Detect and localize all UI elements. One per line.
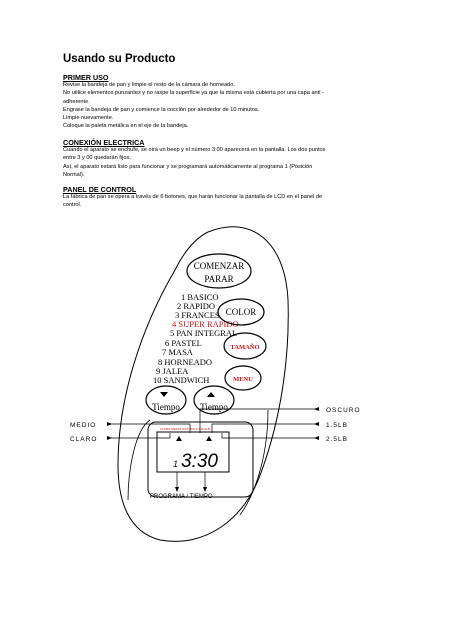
- label-1-5lb: 1.5LB: [326, 422, 348, 429]
- label-2-5lb: 2.5LB: [326, 436, 348, 443]
- arrowhead: [203, 487, 207, 492]
- text-line: No utilice elementos punzantes y no raspe la superficie ya que la misma está cubierta por una capa anti -: [63, 90, 324, 97]
- heading-conexion-electrica: CONEXIÓN ELECTRICA: [63, 138, 145, 147]
- arrowhead: [314, 407, 319, 411]
- label-medio: MEDIO: [70, 422, 97, 429]
- text-line: control.: [63, 202, 82, 209]
- heading-panel-de-control: PANEL DE CONTROL: [63, 185, 137, 194]
- text-line: Cuando el aparato se enchufe, se oirá un beep y el número 3:00 aparecerá en la pantalla. Los dos puntos: [63, 147, 326, 153]
- program-item: 2 RAPIDO: [177, 301, 216, 311]
- text-line: Normal).: [63, 171, 85, 178]
- label-oscuro: OSCURO: [326, 407, 361, 414]
- time-up-label: Tiempo: [200, 402, 228, 412]
- leader-lines: [110, 409, 316, 490]
- lcd-time: 3:30: [181, 451, 218, 472]
- program-item: 9 JALEA: [156, 366, 189, 376]
- panel-inner-outline: [128, 420, 150, 500]
- arrow-up-icon: [207, 392, 215, 397]
- text-line: Así, el aparato estará listo para funcionar y se programará automáticamente al programa 1 (Posición: [63, 163, 313, 170]
- text-line: adherente.: [63, 98, 90, 105]
- program-item: 7 MASA: [162, 347, 193, 357]
- menu-label: MENU: [233, 376, 253, 383]
- program-item-highlight: 4 SUPER RAPIDO: [172, 319, 239, 329]
- heading-primer-uso: PRIMER USO: [63, 73, 109, 82]
- arrow-down-icon: [160, 392, 168, 397]
- start-label: COMENZAR: [193, 261, 245, 271]
- program-item: 8 HORNEADO: [158, 357, 213, 367]
- arrowhead: [314, 422, 319, 426]
- size-label: TAMAÑO: [230, 344, 260, 351]
- text-line: Coloque la paleta metálica en el eje de la bandeja.: [63, 123, 189, 130]
- arrowhead: [175, 487, 179, 492]
- stop-label: PARAR: [204, 274, 234, 284]
- caption-programa-tiempo: PROGRAMA / TIEMPO: [150, 494, 213, 500]
- program-item: 1 BASICO: [181, 292, 219, 302]
- program-list: [153, 292, 239, 385]
- lcd-indicator-triangle: [176, 436, 182, 441]
- panel-inner-outline-right: [240, 410, 268, 515]
- label-claro: CLARO: [70, 436, 98, 443]
- lcd-top-text: CLARO MEDIO OSCURO 1.5LB 2LB: [160, 427, 210, 431]
- program-item: 3 FRANCES: [175, 310, 220, 320]
- text-line: Limpie nuevamente.: [63, 115, 114, 122]
- text-line: entre 3 y 00 quedarán fijos.: [63, 155, 131, 162]
- program-item: 6 PASTEL: [165, 338, 202, 348]
- program-item: 10 SANDWICH: [153, 375, 210, 385]
- text-line: La fábrica de pan se opera a través de 6 botones, que harán funcionar la pantalla de LCD en el panel de: [63, 194, 323, 200]
- text-line: Revise la bandeja de pan y limpie el resto de la cámara de horneado.: [63, 82, 235, 88]
- arrowhead: [314, 436, 319, 440]
- lcd-program: 1: [173, 459, 179, 469]
- color-label: COLOR: [225, 307, 257, 317]
- page-title: Usando su Producto: [63, 53, 176, 65]
- lcd-indicator-triangle: [206, 436, 212, 441]
- text-line: Engrase la bandeja de pan y comience la cocción por alrededor de 10 minutos.: [63, 106, 260, 113]
- time-down-label: Tiempo: [152, 402, 180, 412]
- arrowhead: [107, 422, 112, 426]
- arrowhead: [107, 436, 112, 440]
- program-item: 5 PAN INTEGRAL: [170, 328, 238, 338]
